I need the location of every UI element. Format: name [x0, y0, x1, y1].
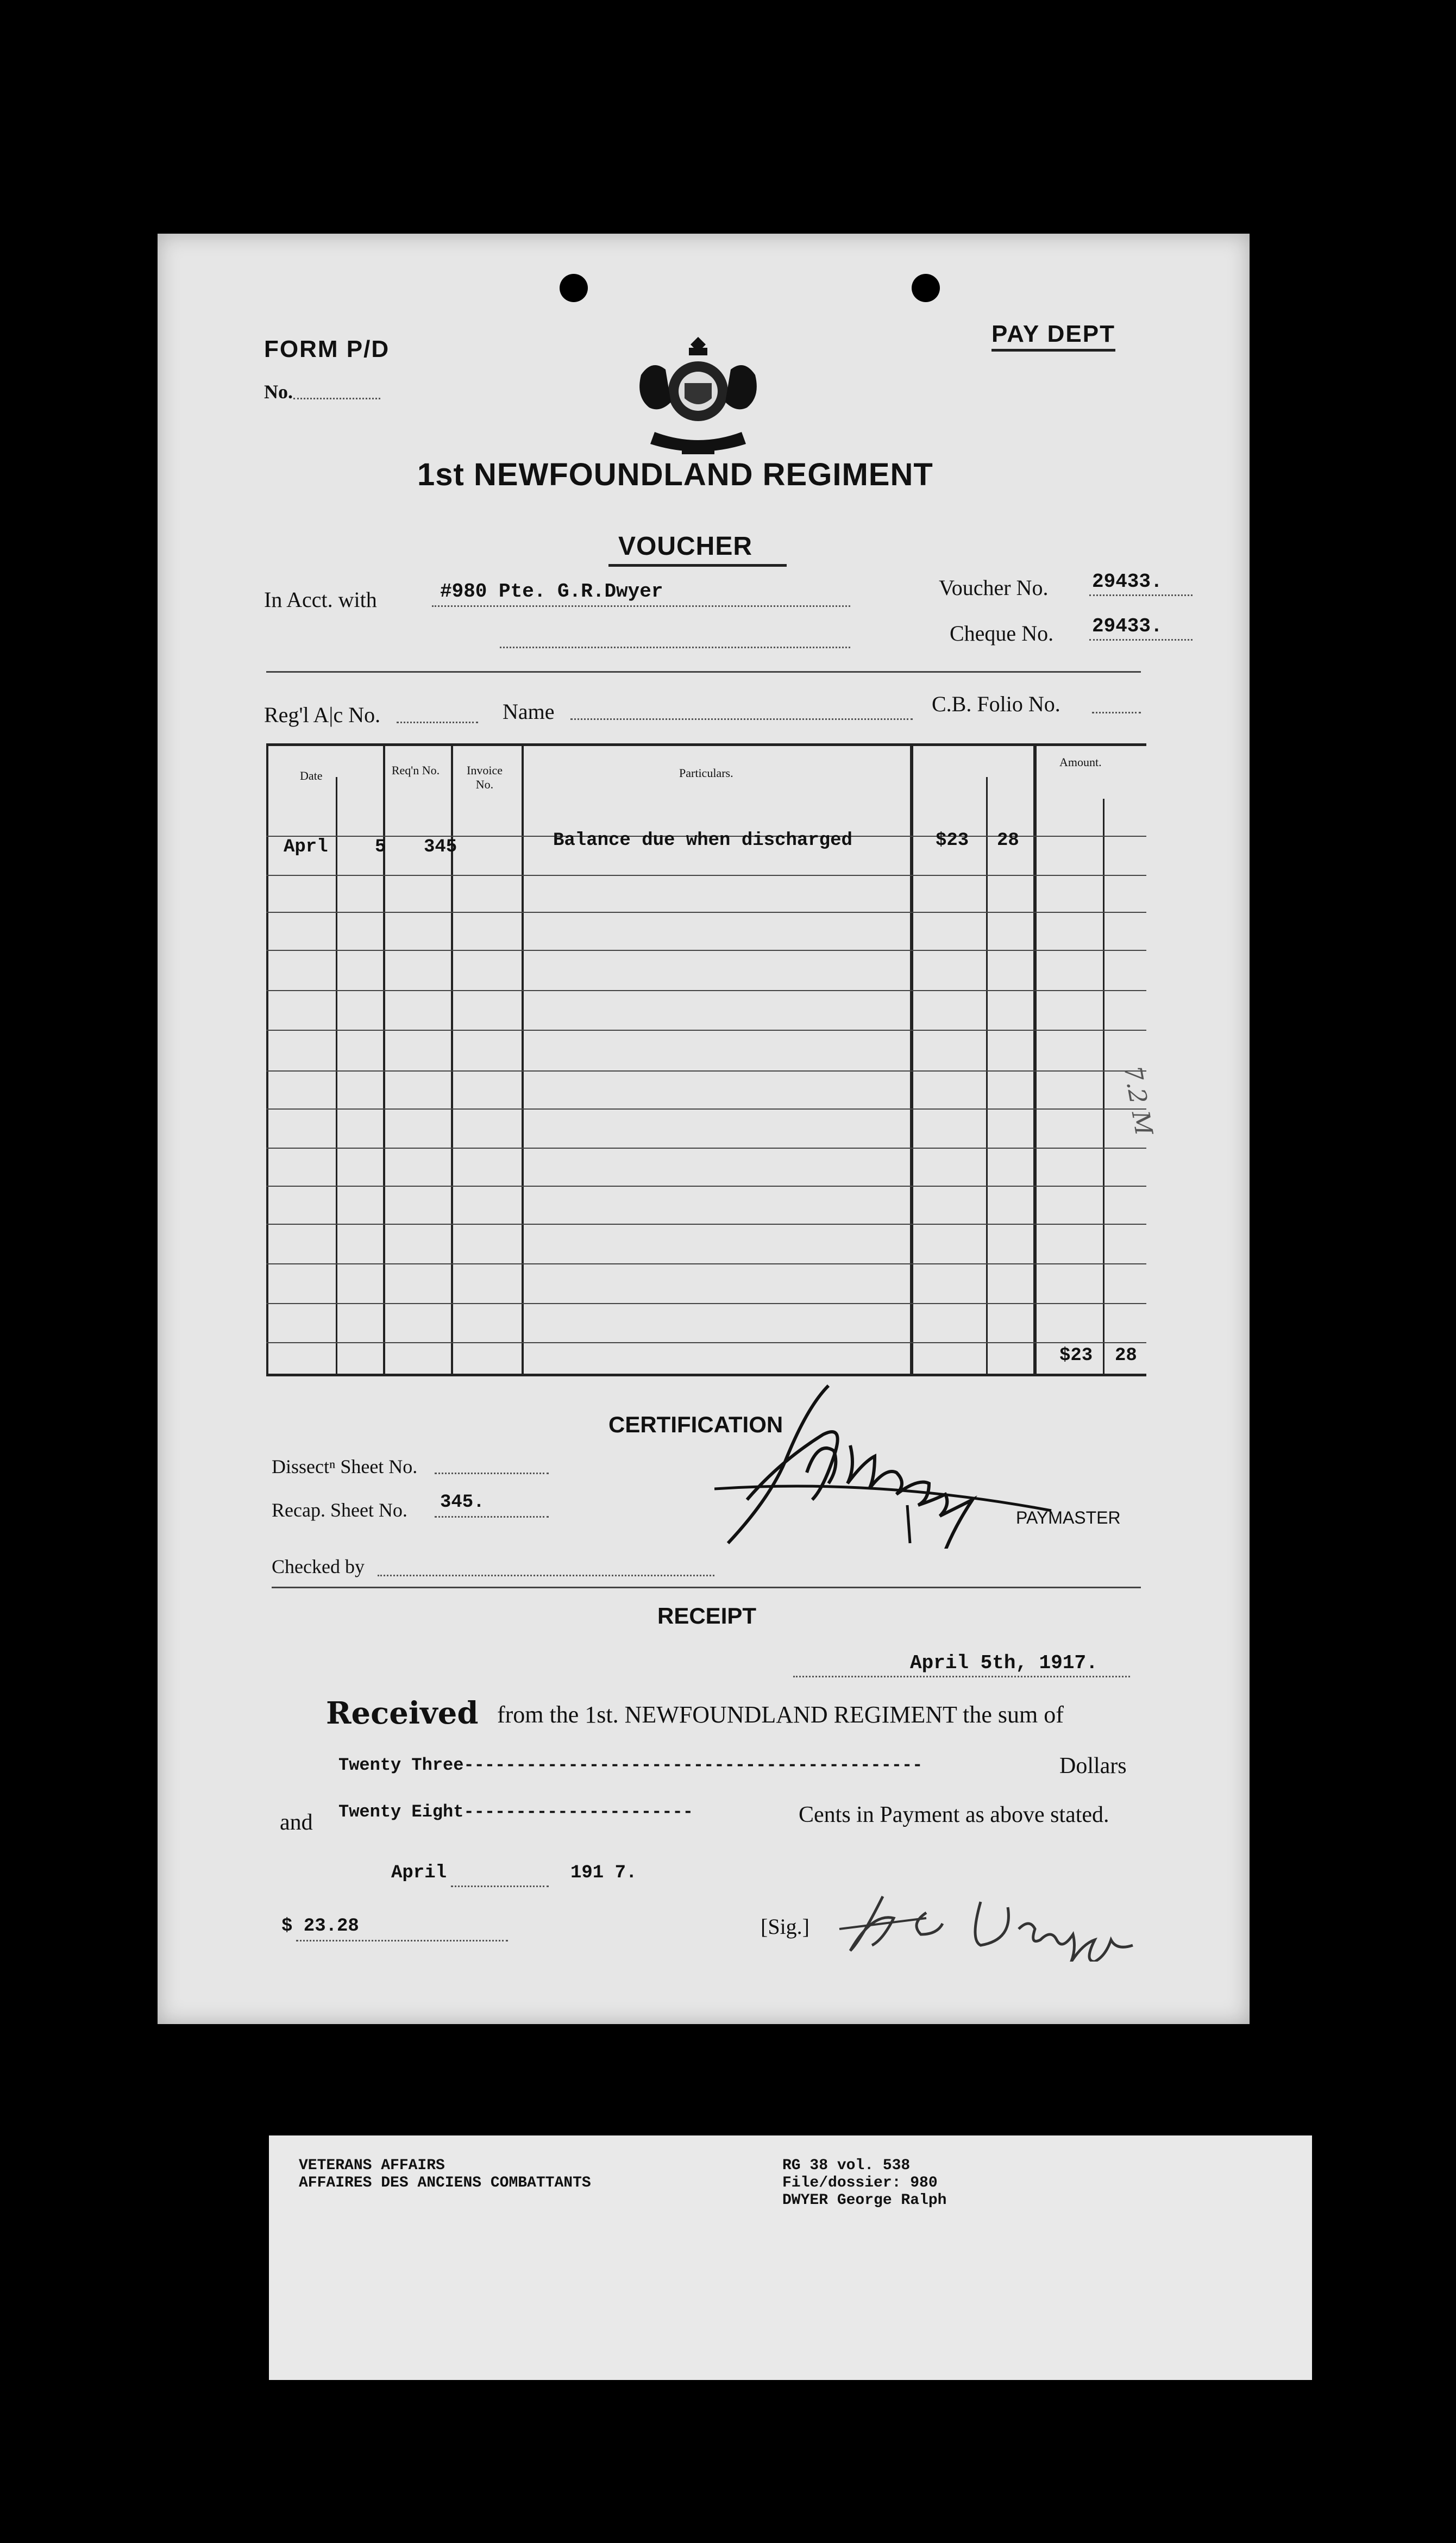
- recap-line: [435, 1516, 549, 1518]
- recap-value: 345.: [440, 1492, 485, 1513]
- voucher-title: VOUCHER: [618, 532, 753, 561]
- certification-title: CERTIFICATION: [608, 1412, 783, 1437]
- form-label: FORM P/D: [264, 336, 390, 362]
- row-cents: 28: [997, 830, 1019, 851]
- cheque-no-value: 29433.: [1092, 615, 1163, 637]
- receipt-date-line: [793, 1676, 1130, 1677]
- sig-label: [Sig.]: [761, 1914, 809, 1939]
- table-row-line: [266, 1148, 1146, 1149]
- row-month: Aprl: [284, 837, 328, 857]
- table-col-line: [910, 743, 913, 1374]
- archive-label-left-line1: VETERANS AFFAIRS: [299, 2157, 445, 2174]
- receipt-amount: $ 23.28: [281, 1916, 359, 1937]
- received-word: Received: [326, 1695, 479, 1731]
- table-top-rule: [266, 743, 1146, 746]
- table-row-line: [266, 1263, 1146, 1264]
- dissect-label: Dissectⁿ Sheet No.: [272, 1456, 418, 1477]
- archive-label-right-line2: File/dossier: 980: [782, 2175, 938, 2191]
- table-row-line: [266, 1303, 1146, 1304]
- receipt-date: April 5th, 1917.: [910, 1652, 1098, 1674]
- dollars-label: Dollars: [1059, 1753, 1127, 1778]
- date-line-year: 191 7.: [570, 1863, 637, 1883]
- archive-label-right-line3: DWYER George Ralph: [782, 2192, 947, 2209]
- table-col-line: [1103, 799, 1104, 1374]
- royal-coat-of-arms-emblem: [630, 331, 766, 462]
- name-label: Name: [503, 699, 555, 724]
- no-line: [293, 398, 380, 399]
- archive-label-right-line1: RG 38 vol. 538: [782, 2157, 911, 2174]
- table-row-line: [266, 1108, 1146, 1110]
- cb-folio-label: C.B. Folio No.: [932, 692, 1060, 716]
- total-cents: 28: [1115, 1345, 1137, 1366]
- date-line-month: April: [391, 1863, 447, 1883]
- cheque-no-label: Cheque No.: [950, 621, 1054, 646]
- archive-label-card: [269, 2135, 1312, 2380]
- checked-line: [378, 1575, 714, 1576]
- table-header-amount: Amount.: [1059, 755, 1102, 769]
- in-acct-value: #980 Pte. G.R.Dwyer: [440, 580, 663, 603]
- in-acct-label: In Acct. with: [264, 587, 377, 612]
- table-col-line: [522, 743, 524, 1374]
- receipt-amount-line: [296, 1940, 508, 1941]
- regl-ac-label: Reg'l A|c No.: [264, 703, 381, 727]
- table-row-line: [266, 1224, 1146, 1225]
- recipient-signature: [829, 1880, 1165, 1962]
- regiment-title: 1st NEWFOUNDLAND REGIMENT: [417, 457, 933, 492]
- cheque-no-line: [1089, 639, 1193, 641]
- row-particulars: Balance due when discharged: [553, 830, 852, 851]
- table-col-line: [1033, 743, 1037, 1374]
- voucher-title-underline: [608, 564, 787, 567]
- table-row-line: [266, 1342, 1146, 1343]
- checked-label: Checked by: [272, 1556, 365, 1577]
- archive-label-left-line2: AFFAIRES DES ANCIENS COMBATTANTS: [299, 2175, 591, 2191]
- table-col-line: [266, 743, 268, 1374]
- voucher-sheet: [158, 234, 1250, 2024]
- no-label: No.: [264, 381, 293, 403]
- paymaster-label: PAYMASTER: [1016, 1508, 1121, 1527]
- table-row-line: [266, 1030, 1146, 1031]
- dollars-words: Twenty Three--------------------------------------------: [338, 1755, 923, 1775]
- received-text: from the 1st. NEWFOUNDLAND REGIMENT the sum of: [497, 1701, 1064, 1728]
- table-row-line: [266, 950, 1146, 951]
- receipt-title: RECEIPT: [657, 1603, 757, 1628]
- table-row-line: [266, 875, 1146, 876]
- table-row-line: [266, 912, 1146, 913]
- voucher-no-value: 29433.: [1092, 571, 1163, 593]
- table-row-line: [266, 990, 1146, 991]
- punch-hole-left: [560, 274, 588, 302]
- table-header-date: Date: [300, 769, 323, 782]
- cb-folio-line: [1092, 712, 1141, 713]
- table-col-line: [986, 777, 988, 1374]
- name-line: [570, 718, 913, 720]
- in-acct-line: [432, 605, 850, 607]
- voucher-no-label: Voucher No.: [939, 575, 1049, 600]
- total-dollars: $23: [1059, 1345, 1093, 1366]
- punch-hole-right: [912, 274, 940, 302]
- table-col-line: [336, 777, 337, 1374]
- margin-note: 7.2 M: [1118, 1063, 1158, 1138]
- table-header-particulars: Particulars.: [679, 766, 733, 780]
- table-header-reqn: Req'n No.: [391, 763, 440, 777]
- pay-dept-label: PAY DEPT: [991, 321, 1115, 352]
- account-divider: [266, 671, 1141, 673]
- certification-divider: [272, 1587, 1141, 1588]
- regl-ac-line: [397, 722, 478, 723]
- row-reqn: 345: [424, 837, 457, 857]
- dissect-line: [435, 1473, 549, 1474]
- voucher-no-line: [1089, 594, 1193, 596]
- cents-text: Cents in Payment as above stated.: [799, 1802, 1109, 1827]
- table-row-line: [266, 1186, 1146, 1187]
- in-acct-line-2: [500, 647, 850, 648]
- row-day: 5: [375, 837, 386, 857]
- date-line: [451, 1886, 549, 1887]
- recap-label: Recap. Sheet No.: [272, 1499, 407, 1521]
- and-label: and: [280, 1810, 313, 1835]
- table-header-invoice: Invoice No.: [467, 763, 503, 791]
- table-row-line: [266, 1070, 1146, 1072]
- cents-words: Twenty Eight----------------------: [338, 1802, 693, 1822]
- row-dollars: $23: [936, 830, 969, 851]
